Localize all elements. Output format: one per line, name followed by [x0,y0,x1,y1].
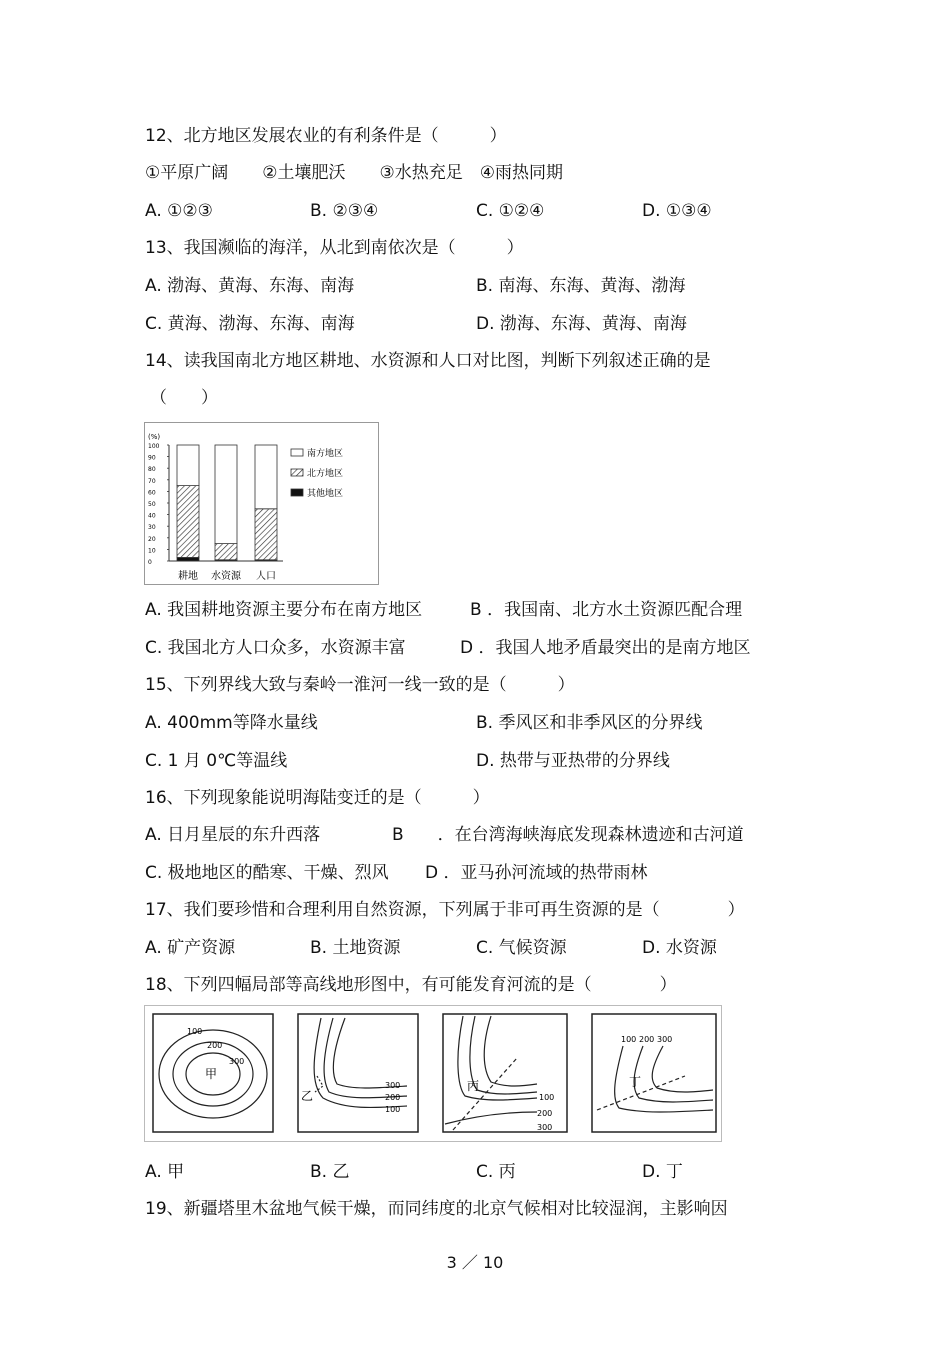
q12-option-a: A. ①②③ [145,201,213,221]
legend-swatch [291,469,303,476]
bing-contour-300: 300 [537,1123,553,1132]
q17-stem: 17、我们要珍惜和合理利用自然资源，下列属于非可再生资源的是（ ） [145,900,745,920]
jia-label: 甲 [205,1067,218,1081]
y-tick-label: 40 [148,512,156,520]
yi-contour-100: 100 [385,1105,401,1114]
yi-contour-200: 200 [385,1093,401,1102]
q12-option-d: D. ①③④ [642,201,712,221]
q18-option-d: D. 丁 [642,1162,683,1182]
q14-stem: 14、读我国南北方地区耕地、水资源和人口对比图，判断下列叙述正确的是 [145,351,711,371]
y-tick-label: 90 [148,454,156,462]
yi-label: 乙 [301,1089,314,1103]
y-tick-label: 10 [148,547,156,555]
y-tick-label: 0 [148,559,152,566]
contour-maps-svg [145,1006,721,1141]
q13-option-a: A. 渤海、黄海、东海、南海 [145,276,355,296]
q18-option-c: C. 丙 [476,1162,516,1182]
q18-option-b: B. 乙 [310,1162,350,1182]
resource-bar-chart [144,422,379,585]
page-number: 3 ／ 10 [446,1253,504,1272]
contour-map-jia [153,1014,273,1132]
q18-stem: 18、下列四幅局部等高线地形图中，有可能发育河流的是（ ） [145,975,677,995]
contour-map-yi [298,1014,418,1132]
bar-南方地区 [177,445,199,486]
bing-contour-100: 100 [539,1093,555,1102]
q17-option-a: A. 矿产资源 [145,938,236,958]
q15-option-b: B. 季风区和非季风区的分界线 [476,713,703,733]
legend-label: 其他地区 [307,489,344,499]
bing-label: 丙 [467,1079,480,1093]
x-category-label: 水资源 [211,571,241,582]
bar-南方地区 [255,445,277,509]
q16-option-b: B ．在台湾海峡海底发现森林遗迹和古河道 [392,825,744,845]
y-tick-label: 70 [148,477,156,485]
ding-contour-200: 200 [639,1035,655,1044]
jia-contour-300: 300 [229,1057,245,1066]
q13-option-c: C. 黄海、渤海、东海、南海 [145,314,355,334]
q15-stem: 15、下列界线大致与秦岭一淮河一线一致的是（ ） [145,675,575,695]
bar-其他地区 [177,558,199,561]
legend-swatch [291,449,303,456]
q15-option-c: C. 1 月 0℃等温线 [145,751,288,771]
q14-option-a: A. 我国耕地资源主要分布在南方地区 [145,600,423,620]
y-tick-label: 50 [148,501,156,508]
bar-南方地区 [215,445,237,544]
q13-stem: 13、我国濒临的海洋，从北到南依次是（ ） [145,238,524,258]
yi-contour-300: 300 [385,1081,401,1090]
y-tick-label: 20 [148,535,156,543]
ding-contour-300: 300 [657,1035,673,1044]
legend-swatch [291,489,303,496]
y-tick-label: 80 [148,466,156,474]
ding-label: 丁 [629,1075,642,1089]
q16-option-c: C. 极地地区的酷寒、干燥、烈风 [145,863,389,883]
q18-option-a: A. 甲 [145,1162,185,1182]
y-tick-label: 30 [148,524,156,532]
bar-北方地区 [255,509,277,560]
contour-map-bing [443,1014,567,1132]
y-tick-label: 60 [148,489,156,497]
jia-contour-100: 100 [187,1027,203,1036]
q12-option-c: C. ①②④ [476,201,545,221]
q14-option-d: D ．我国人地矛盾最突出的是南方地区 [460,638,751,658]
x-category-label: 人口 [256,571,276,582]
q16-stem: 16、下列现象能说明海陆变迁的是（ ） [145,788,490,808]
q19-stem: 19、新疆塔里木盆地气候干燥，而同纬度的北京气候相对比较湿润，主影响因 [145,1199,728,1219]
y-tick-label: 100 [148,443,160,450]
q14-bracket: （ ） [150,388,218,408]
q17-option-b: B. 土地资源 [310,938,401,958]
q16-option-d: D ．亚马孙河流域的热带雨林 [425,863,648,883]
chart-unit-label: (%) [148,433,161,441]
resource-chart-svg [145,423,378,584]
legend-label: 南方地区 [307,449,344,459]
q14-option-c: C. 我国北方人口众多，水资源丰富 [145,638,406,658]
jia-contour-200: 200 [207,1041,223,1050]
contour-map-ding [592,1014,716,1132]
contour-maps-figure [144,1005,722,1142]
x-category-label: 耕地 [178,571,198,582]
q12-stem: 12、北方地区发展农业的有利条件是（ ） [145,126,507,146]
q13-option-d: D. 渤海、东海、黄海、南海 [476,314,687,334]
q15-option-d: D. 热带与亚热带的分界线 [476,751,670,771]
q14-option-b: B ．我国南、北方水土资源匹配合理 [470,600,743,620]
ding-contour-100: 100 [621,1035,637,1044]
bing-contour-200: 200 [537,1109,553,1118]
q16-option-a: A. 日月星辰的东升西落 [145,825,321,845]
q17-option-d: D. 水资源 [642,938,717,958]
q15-option-a: A. 400mm等降水量线 [145,713,318,733]
q17-option-c: C. 气候资源 [476,938,567,958]
bar-北方地区 [177,486,199,558]
q12-option-b: B. ②③④ [310,201,379,221]
legend-label: 北方地区 [307,469,344,479]
bar-北方地区 [215,544,237,560]
q12-conditions: ①平原广阔 ②土壤肥沃 ③水热充足 ④雨热同期 [145,163,563,183]
q13-option-b: B. 南海、东海、黄海、渤海 [476,276,686,296]
